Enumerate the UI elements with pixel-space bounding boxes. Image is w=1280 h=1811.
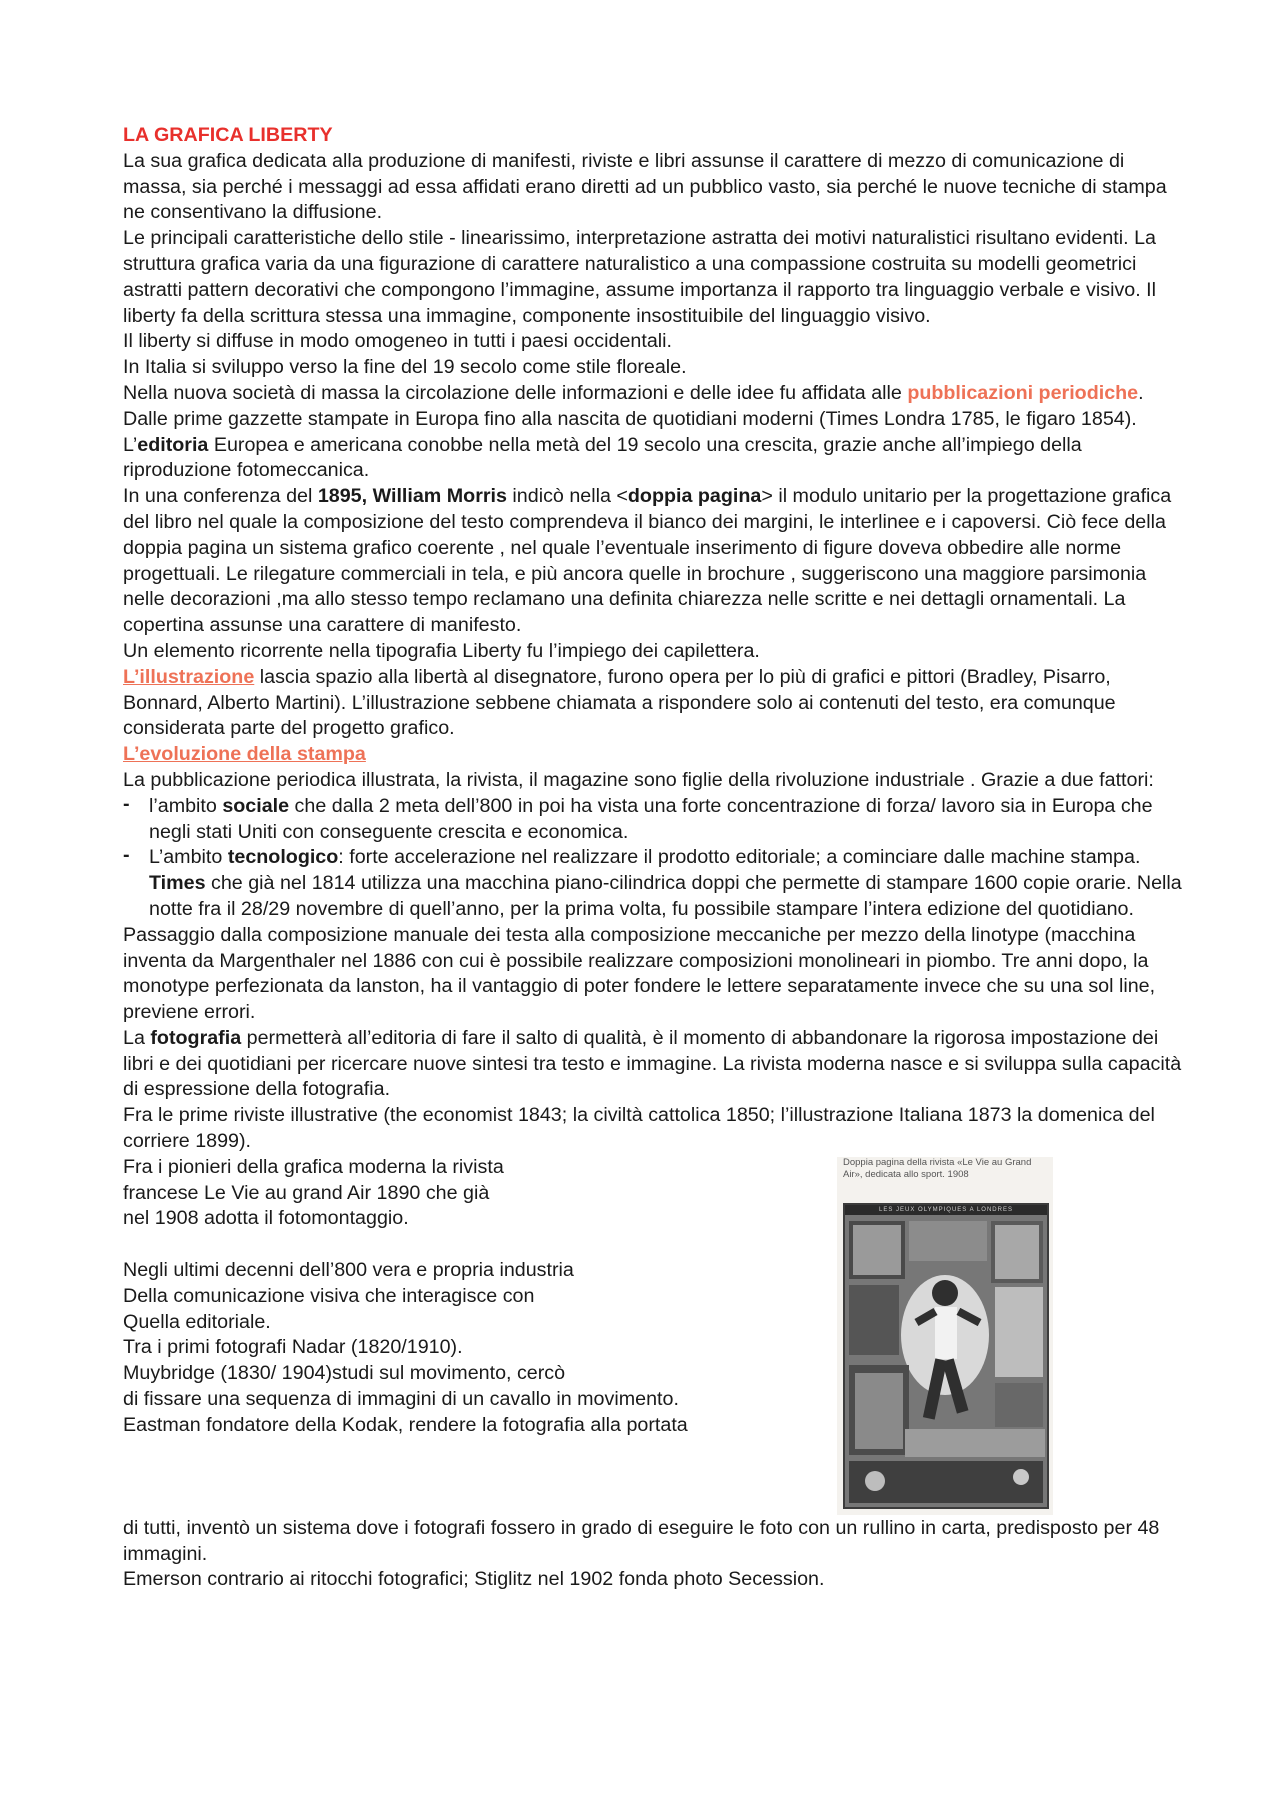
side-line: nel 1908 adotta il fotomontaggio. (123, 1207, 409, 1230)
highlight-periodicals: pubblicazioni periodiche (907, 381, 1139, 404)
paragraph-illustration: L’illustrazione lascia spazio alla libertà al disegnatore, furono opera per lo più di grafici e pittori (Bradley, Pisarro, Bonnard, Alberto Martini). L’illustrazione sebbene chiamata a rispondere solo ai contenuti del testo, era comunque considerata parte del progetto grafico. (123, 665, 1116, 740)
factor-list (123, 794, 1183, 923)
list-item: - L’ambito tecnologico: forte accelerazione nel realizzare il prodotto editoriale; a cominciare dalle machine stampa. Times che già nel 1814 utilizza una macchina piano-cilindrica doppi che permette di stampare 1600 copie orarie. Nella notte fra il 28/29 novembre di quell’anno, per la prima volta, fu possibile stampare l’intera edizione del quotidiano. (123, 844, 1182, 920)
paragraph-italy: In Italia si sviluppo verso la fine del 19 secolo come stile floreale. (123, 356, 687, 379)
side-line: Fra i pionieri della grafica moderna la rivista (123, 1155, 504, 1178)
document-page (123, 123, 1183, 1593)
paragraph-morris: In una conferenza del 1895, William Morris indicò nella <doppia pagina> il modulo unitario per la progettazione grafica del libro nel quale la composizione del testo comprendeva il bianco dei margini, le interlinee e i capoversi. Ciò fece della doppia pagina un sistema grafico coerente , nel quale l’eventuale inserimento di figure doveva obbedire alle norme progettuali. Le rilegature commerciali in tela, e più ancora quelle in brochure , suggeriscono una maggiore parsimonia nelle decorazioni ,ma allo stesso tempo reclamano una definita chiarezza nelle scritte e nei dettagli ornamentali. La copertina assunse una carattere di manifesto. (123, 485, 1172, 637)
paragraph-fotografia: La fotografia permetterà all’editoria di fare il salto di qualità, è il momento di abbandonare la rigorosa impostazione dei libri e dei quotidiani per ricercare nuove sintesi tra testo e immagine. La rivista moderna nasce e si sviluppa sulla capacità di espressione della fotografia. (123, 1026, 1182, 1101)
figure-caption: Doppia pagina della rivista «Le Vie au Grand Air», dedicata allo sport. 1908 (843, 1156, 1032, 1180)
side-line: Eastman fondatore della Kodak, rendere la fotografia alla portata (123, 1413, 688, 1436)
paragraph-periodical-illustrated: La pubblicazione periodica illustrata, la rivista, il magazine sono figlie della rivoluzione industriale . Grazie a due fattori: (123, 768, 1154, 791)
document-title: LA GRAFICA LIBERTY (123, 124, 333, 146)
paragraph-capilettera: Un elemento ricorrente nella tipografia Liberty fu l’impiego dei capilettera. (123, 639, 760, 662)
photo-montage-image (845, 1215, 1047, 1507)
paragraph-periodicals: Nella nuova società di massa la circolazione delle informazioni e delle idee fu affidata alle pubblicazioni periodiche. Dalle prime gazzette stampate in Europa fino alla nascita de quotidiani moderni (Times Londra 1785, le figaro 1854). (123, 381, 1144, 430)
text-with-figure (123, 1155, 1183, 1516)
highlight-illustration: L’illustrazione (123, 665, 255, 688)
section-heading-stampa: L’evoluzione della stampa (123, 743, 366, 766)
paragraph-editoria: L’editoria Europea e americana conobbe nella metà del 19 secolo una crescita, grazie anche all’impiego della riproduzione fotomeccanica. (123, 433, 1082, 482)
side-line: Muybridge (1830/ 1904)studi sul movimento, cercò (123, 1362, 566, 1385)
figure-header-text: LES JEUX OLYMPIQUES A LONDRES (845, 1205, 1047, 1215)
side-line: di fissare una sequenza di immagini di un cavallo in movimento. (123, 1388, 679, 1411)
side-line: francese Le Vie au grand Air 1890 che già (123, 1181, 490, 1204)
paragraph-riviste: Fra le prime riviste illustrative (the economist 1843; la civiltà cattolica 1850; l’illustrazione Italiana 1873 la domenica del corriere 1899). (123, 1104, 1155, 1153)
side-line: Negli ultimi decenni dell’800 vera e propria industria (123, 1259, 574, 1282)
side-line: Della comunicazione visiva che interagisce con (123, 1284, 535, 1307)
side-line: Tra i primi fotografi Nadar (1820/1910). (123, 1336, 463, 1359)
side-line: Quella editoriale. (123, 1310, 271, 1333)
magazine-spread-photo (843, 1203, 1049, 1509)
magazine-figure (837, 1157, 1053, 1515)
paragraph-emerson: Emerson contrario ai ritocchi fotografici; Stiglitz nel 1902 fonda photo Secession. (123, 1568, 825, 1591)
paragraph-style-features: Le principali caratteristiche dello stile - linearissimo, interpretazione astratta dei motivi naturalistici risultano evidenti. La struttura grafica varia da una figurazione di carattere naturalistico a una compassione costruita su modelli geometrici astratti pattern decorativi che compongono l’immagine, assume importanza il rapporto tra linguaggio verbale e visivo. Il liberty fa della scrittura stessa una immagine, componente insostituibile del linguaggio visivo. (123, 227, 1157, 327)
list-item: - l’ambito sociale che dalla 2 meta dell’800 in poi ha vista una forte concentrazione di forza/ lavoro sia in Europa che negli stati Uniti con conseguente crescita e economica. (123, 792, 1153, 843)
paragraph-intro: La sua grafica dedicata alla produzione di manifesti, riviste e libri assunse il carattere di mezzo di comunicazione di massa, sia perché i messaggi ad essa affidati erano diretti ad un pubblico vasto, sia perché le nuove tecniche di stampa ne consentivano la diffusione. (123, 149, 1167, 224)
paragraph-linotype: Passaggio dalla composizione manuale dei testa alla composizione meccaniche per mezzo della linotype (macchina inventa da Margenthaler nel 1886 con cui è possibile realizzare composizioni monolineari in piombo. Tre anni dopo, la monotype perfezionata da lanston, ha il vantaggio di poter fondere le lettere separatamente invece che su una sol line, previene errori. (123, 923, 1156, 1024)
paragraph-diffusion: Il liberty si diffuse in modo omogeneo in tutti i paesi occidentali. (123, 330, 673, 353)
paragraph-eastman-continued: di tutti, inventò un sistema dove i fotografi fossero in grado di eseguire le foto con un rullino in carta, predisposto per 48 immagini. (123, 1516, 1160, 1565)
